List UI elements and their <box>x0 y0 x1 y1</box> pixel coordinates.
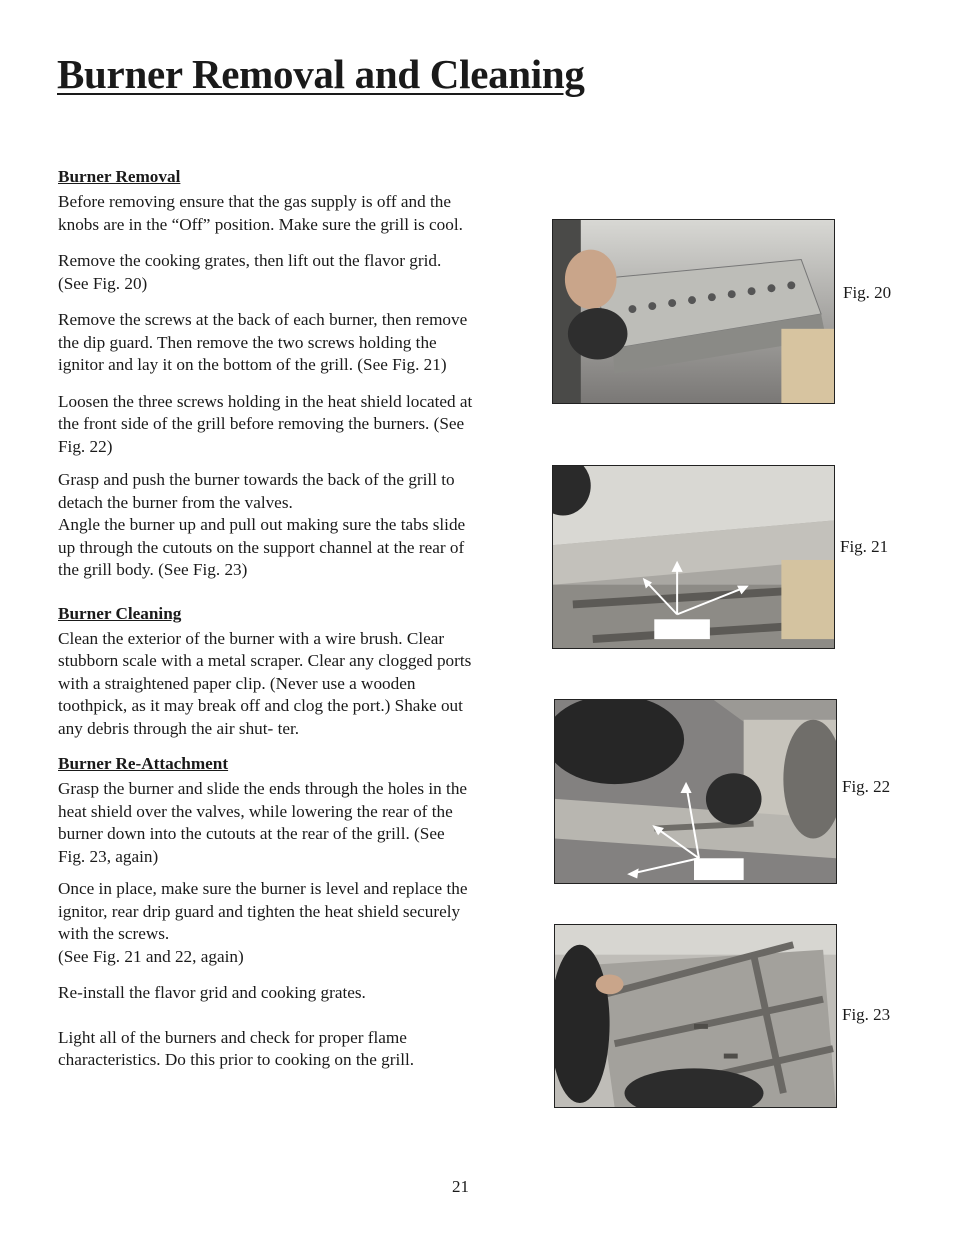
removal-paragraph-2: Remove the cooking grates, then lift out the flavor grid. (See Fig. 20) <box>58 251 442 293</box>
figure-20-photo <box>552 219 835 404</box>
instructions-column <box>58 166 473 1072</box>
figure-20-caption: Fig. 20 <box>843 283 892 302</box>
figure-23-caption: Fig. 23 <box>842 1005 891 1024</box>
burner-removal-heading: Burner Removal <box>58 167 181 186</box>
removal-paragraph-3: Remove the screws at the back of each burner, then remove the dip guard. Then remove the two screws holding the ignitor and lay it on the bottom of the grill. (See Fig. 21) <box>58 310 468 374</box>
removal-paragraph-4: Loosen the three screws holding in the heat shield located at the front side of the grill before removing the burners. (See Fig. 22) <box>58 391 473 456</box>
removal-paragraph-5a: Grasp and push the burner towards the back of the grill to detach the burner from the valves. <box>58 470 455 512</box>
figure-22-caption: Fig. 22 <box>842 777 891 796</box>
figure-22-photo <box>554 699 837 884</box>
removal-paragraph-1: Before removing ensure that the gas supply is off and the knobs are in the “Off” position. Make sure the grill is cool. <box>58 192 463 234</box>
figure-21-caption: Fig. 21 <box>840 537 889 556</box>
burner-cleaning-heading: Burner Cleaning <box>58 603 182 623</box>
cleaning-paragraph: Clean the exterior of the burner with a wire brush. Clear stubborn scale with a metal scraper. Clear any clogged ports with a straightened paper clip. (Never use a wooden toothpick, as it may break off and clog the port.) Shake out any debris through the air shut- ter. <box>58 628 472 738</box>
reattach-paragraph-3: Re-install the flavor grid and cooking grates. <box>58 983 366 1002</box>
page-number: 21 <box>452 1177 469 1196</box>
burner-reattachment-heading: Burner Re-Attachment <box>58 754 229 773</box>
reattach-paragraph-1: Grasp the burner and slide the ends through the holes in the heat shield over the valves, while lowering the rear of the burner down into the cutouts at the rear of the grill. (See Fig. 23, again) <box>58 779 468 866</box>
reattach-paragraph-2a: Once in place, make sure the burner is level and replace the ignitor, rear drip guard and tighten the heat shield securely with the screws. <box>58 879 468 943</box>
reattach-paragraph-2b: (See Fig. 21 and 22, again) <box>58 946 244 966</box>
figure-21-photo <box>552 465 835 649</box>
reattach-paragraph-4: Light all of the burners and check for proper flame characteristics. Do this prior to cooking on the grill. <box>58 1027 415 1069</box>
removal-paragraph-5b: Angle the burner up and pull out making sure the tabs slide up through the cutouts on the support channel at the rear of the grill body. (See Fig. 23) <box>58 515 466 579</box>
figure-23-photo <box>554 924 837 1108</box>
page-title: Burner Removal and Cleaning <box>57 51 585 97</box>
